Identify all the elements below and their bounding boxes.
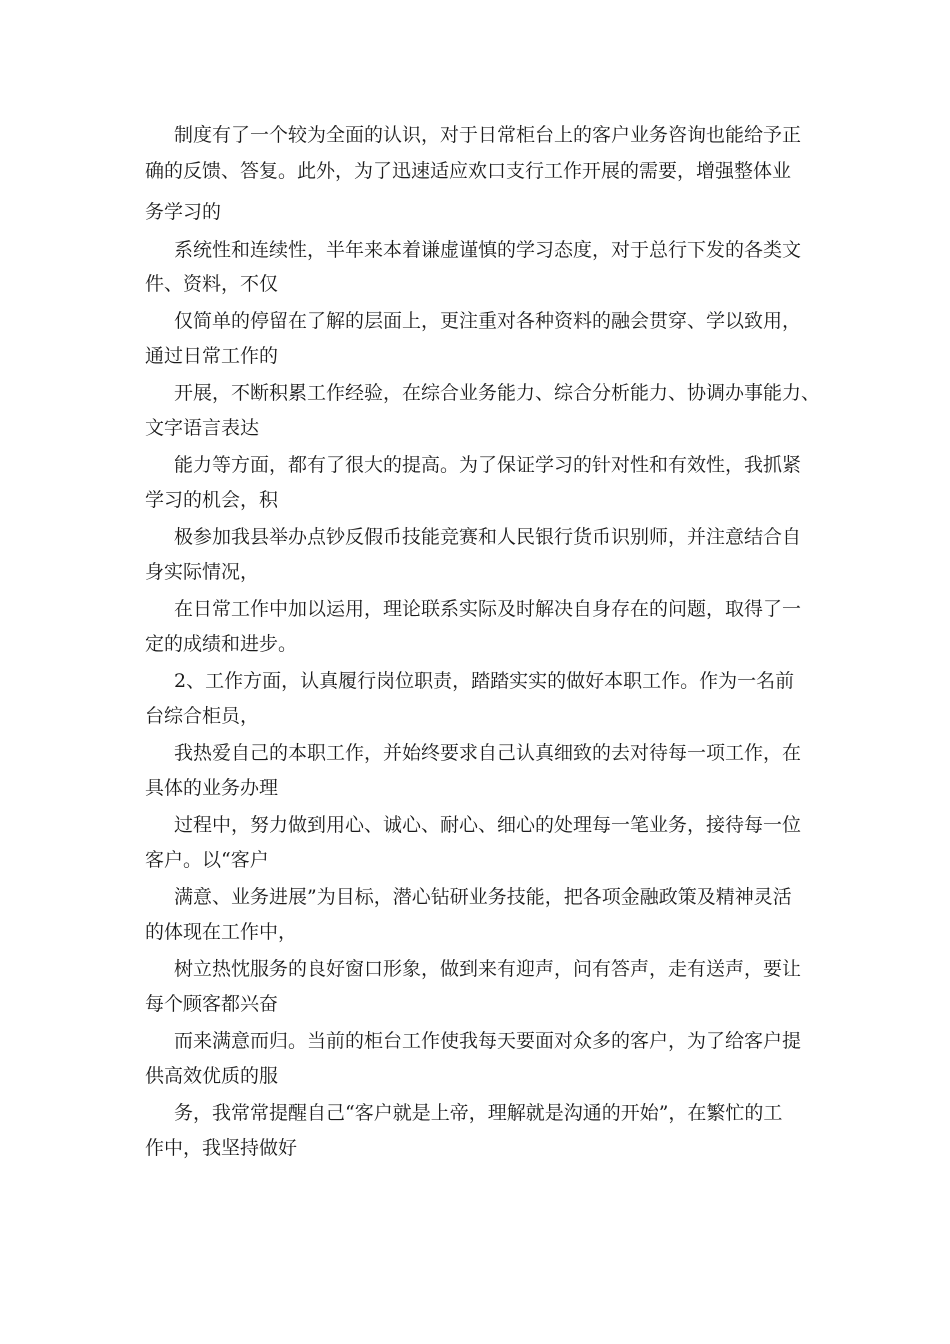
text-line: 文字语言表达 <box>145 417 260 439</box>
text-line: 具体的业务办理 <box>145 777 279 799</box>
text-line: 客户。以“客户 <box>145 849 269 871</box>
text-line: 定的成绩和进步。 <box>145 633 298 655</box>
text-line: 满意、业务进展”为目标，潜心钻研业务技能，把各项金融政策及精神灵活 <box>174 886 792 908</box>
text-line: 作中，我坚持做好 <box>145 1137 298 1159</box>
text-line: 确的反馈、答复。此外，为了迅速适应欢口支行工作开展的需要，增强整体业 <box>145 160 792 182</box>
text-line: 的体现在工作中， <box>145 921 298 943</box>
text-line: 在日常工作中加以运用，理论联系实际及时解决自身存在的问题，取得了一 <box>174 598 802 620</box>
text-line: 务，我常常提醒自己“客户就是上帝，理解就是沟通的开始”，在繁忙的工 <box>174 1102 783 1124</box>
text-line: 能力等方面，都有了很大的提高。为了保证学习的针对性和有效性，我抓紧 <box>174 454 802 476</box>
text-line: 仅简单的停留在了解的层面上，更注重对各种资料的融会贯穿、学以致用， <box>174 310 802 332</box>
text-line: 身实际情况， <box>145 561 260 583</box>
text-line: 制度有了一个较为全面的认识，对于日常柜台上的客户业务咨询也能给予正 <box>174 124 802 146</box>
text-line: 过程中，努力做到用心、诚心、耐心、细心的处理每一笔业务，接待每一位 <box>174 814 802 836</box>
text-line: 台综合柜员， <box>145 705 260 727</box>
text-line: 系统性和连续性，半年来本着谦虚谨慎的学习态度，对于总行下发的各类文 <box>174 239 802 261</box>
text-line: 2、工作方面，认真履行岗位职责，踏踏实实的做好本职工作。作为一名前 <box>174 670 795 692</box>
text-line: 而来满意而归。当前的柜台工作使我每天要面对众多的客户，为了给客户提 <box>174 1030 802 1052</box>
text-line: 学习的机会，积 <box>145 489 279 511</box>
text-line: 件、资料，不仅 <box>145 273 279 295</box>
text-line: 开展，不断积累工作经验，在综合业务能力、综合分析能力、协调办事能力、 <box>174 382 821 404</box>
text-line: 树立热忱服务的良好窗口形象，做到来有迎声，问有答声，走有送声，要让 <box>174 958 802 980</box>
text-line: 供高效优质的服 <box>145 1065 279 1087</box>
text-line: 每个顾客都兴奋 <box>145 993 279 1015</box>
text-line: 务学习的 <box>145 201 222 223</box>
text-line: 我热爱自己的本职工作，并始终要求自己认真细致的去对待每一项工作，在 <box>174 742 802 764</box>
text-line: 通过日常工作的 <box>145 345 279 367</box>
text-line: 极参加我县举办点钞反假币技能竞赛和人民银行货币识别师，并注意结合自 <box>174 526 802 548</box>
